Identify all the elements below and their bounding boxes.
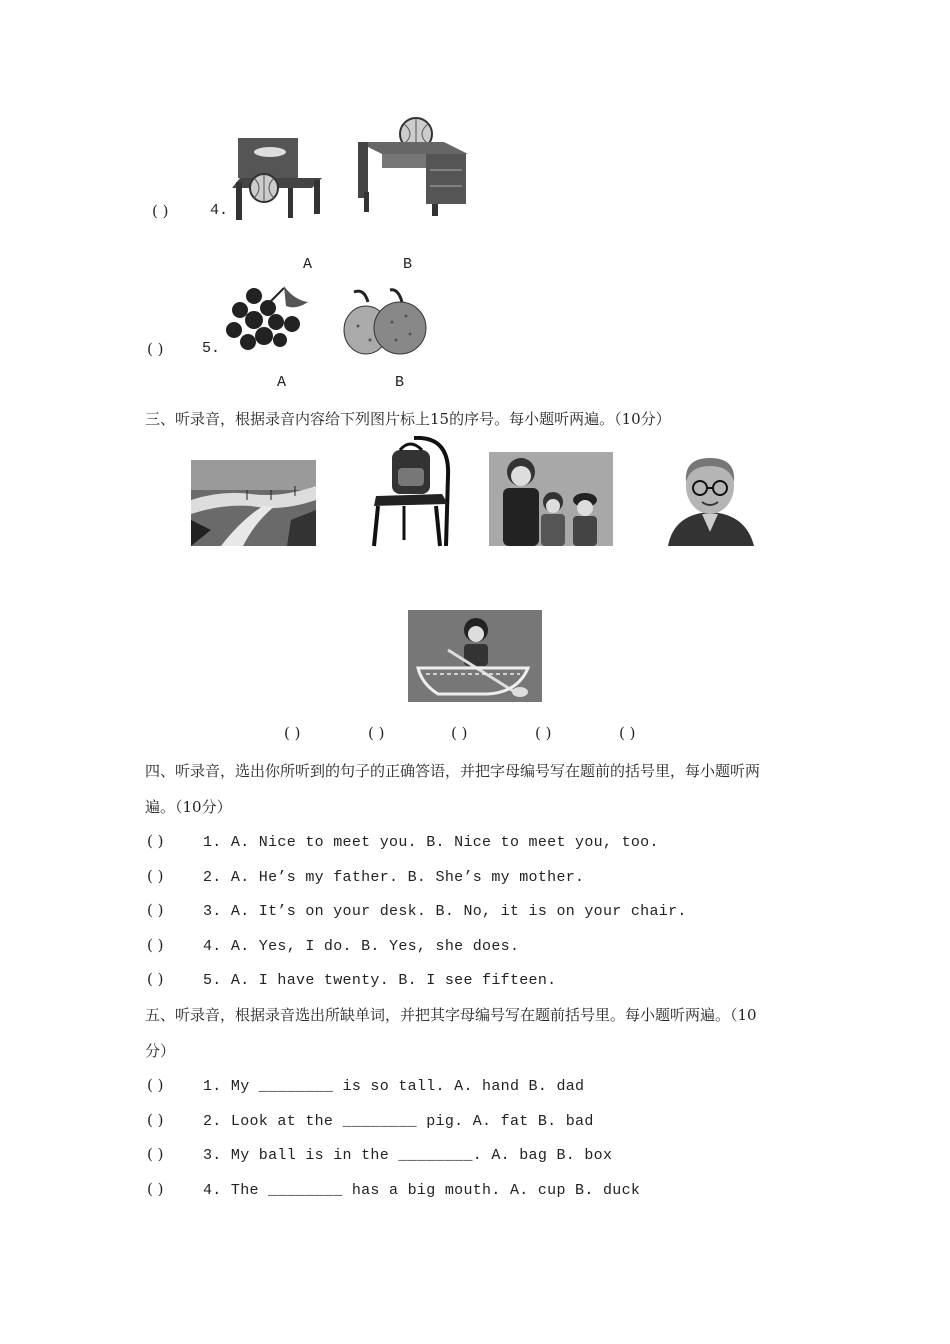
desk-ball-image	[356, 112, 470, 218]
girl-boat-image	[408, 610, 542, 702]
question-text: 1. A. Nice to meet you. B. Nice to meet you, too.	[203, 834, 659, 851]
question-text: 3. A. It’s on your desk. B. No, it is on your chair.	[203, 903, 687, 920]
section3-answer-5[interactable]: ( )	[619, 724, 636, 742]
q5-option-b: B	[395, 374, 405, 391]
answer-paren[interactable]: ( )	[147, 1111, 164, 1129]
section4-item-3	[147, 901, 687, 920]
answer-paren[interactable]: ( )	[147, 1076, 164, 1094]
section5-item-1	[147, 1076, 584, 1095]
section5-title-line2: 分）	[145, 1042, 176, 1060]
section3-title: 三、听录音，根据录音内容给下列图片标上15的序号。每小题听两遍。（10分）	[145, 410, 671, 428]
section5-item-2	[147, 1111, 594, 1130]
grapes-image	[224, 282, 312, 356]
question-text: 1. My ________ is so tall. A. hand B. dad	[203, 1078, 585, 1095]
question-text: 4. The ________ has a big mouth. A. cup B. duck	[203, 1182, 641, 1199]
section3-answer-1[interactable]: ( )	[284, 724, 301, 742]
answer-paren[interactable]: ( )	[147, 970, 164, 988]
q4-paren[interactable]: ( )	[152, 202, 169, 220]
section3-answer-4[interactable]: ( )	[535, 724, 552, 742]
q5-option-a: A	[277, 374, 287, 391]
answer-paren[interactable]: ( )	[147, 867, 164, 885]
chair-ball-image	[232, 132, 328, 222]
question-text: 2. A. He’s my father. B. She’s my mother.	[203, 869, 585, 886]
q4-number: 4.	[210, 202, 229, 219]
section4-title-line1: 四、听录音，选出你所听到的句子的正确答语，并把字母编号写在题前的括号里，每小题听两	[145, 762, 761, 780]
answer-paren[interactable]: ( )	[147, 936, 164, 954]
answer-paren[interactable]: ( )	[147, 832, 164, 850]
family-image	[489, 452, 613, 546]
schoolbag-chair-image	[370, 436, 454, 548]
section5-item-3	[147, 1145, 612, 1164]
q5-number: 5.	[202, 340, 221, 357]
answer-paren[interactable]: ( )	[147, 1145, 164, 1163]
answer-paren[interactable]: ( )	[147, 901, 164, 919]
great-wall-image	[191, 460, 316, 546]
question-text: 5. A. I have twenty. B. I see fifteen.	[203, 972, 557, 989]
section4-item-1	[147, 832, 659, 851]
answer-paren[interactable]: ( )	[147, 1180, 164, 1198]
grandfather-image	[664, 452, 756, 546]
question-text: 2. Look at the ________ pig. A. fat B. bad	[203, 1113, 594, 1130]
section4-item-2	[147, 867, 584, 886]
section4-item-4	[147, 936, 519, 955]
section5-title-line1: 五、听录音，根据录音选出所缺单词，并把其字母编号写在题前括号里。每小题听两遍。（10	[145, 1006, 757, 1024]
question-text: 3. My ball is in the ________. A. bag B. box	[203, 1147, 613, 1164]
pears-image	[340, 286, 430, 356]
q4-option-a: A	[303, 256, 313, 273]
section5-item-4	[147, 1180, 640, 1199]
question-text: 4. A. Yes, I do. B. Yes, she does.	[203, 938, 520, 955]
section3-answer-2[interactable]: ( )	[368, 724, 385, 742]
q4-option-b: B	[403, 256, 413, 273]
section4-title-line2: 遍。（10分）	[145, 798, 232, 816]
section4-item-5	[147, 970, 556, 989]
section3-answer-3[interactable]: ( )	[451, 724, 468, 742]
q5-paren[interactable]: ( )	[147, 340, 164, 358]
